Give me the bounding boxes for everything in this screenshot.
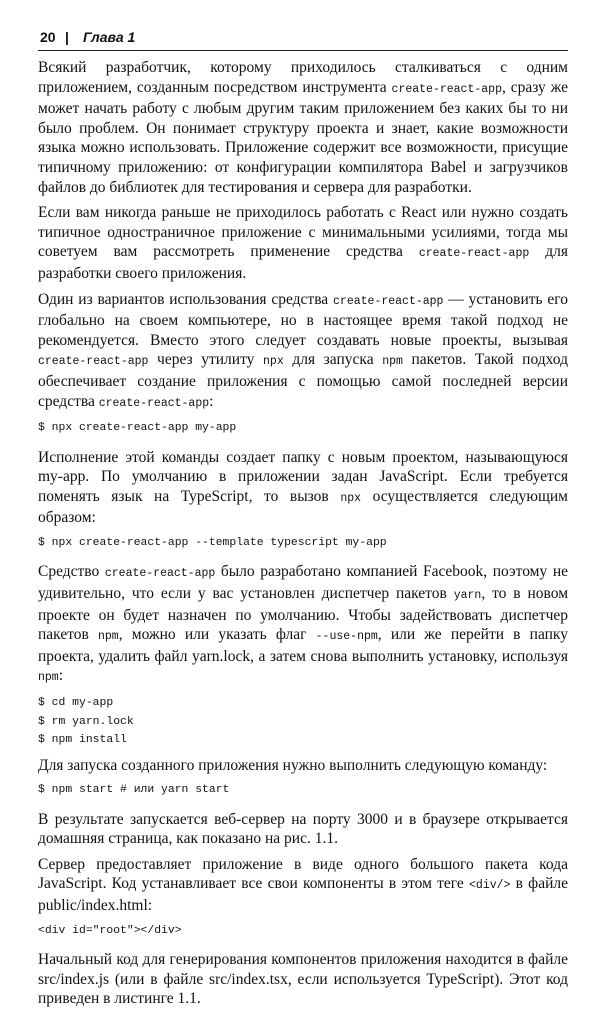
inline-code: yarn [453, 589, 482, 603]
inline-code: <div/> [469, 879, 511, 893]
text-run: : [209, 392, 214, 410]
inline-code: npx [263, 355, 284, 369]
text-run: пакетов. Такой подход обеспечивает создание приложения с помощью самой последней версии средства [38, 351, 568, 410]
code-line: $ npm install [38, 734, 127, 747]
inline-code: create-react-app [38, 355, 149, 369]
paragraph [38, 562, 568, 688]
text-run: было разработано компанией Facebook, поэтому не удивительно, что если у вас установлен диспетчер пакетов [38, 563, 568, 603]
code-line: $ cd my-app [38, 697, 114, 710]
code-block [38, 781, 568, 800]
text-run: в файле public/index.html: [38, 875, 569, 914]
running-header [38, 28, 568, 51]
inline-code: create-react-app [391, 82, 502, 96]
text-run: , сразу же может начать работу с любым другим таким приложением без каких бы то ни было проблем. Он понимает структуру проекта и знает, какие возможности языка можно использовать. Приложение содержит все возможности, присущие типичному приложению: от конфигурации компилятора Babel и загрузчиков файлов до библиотек для тестирования и сервера для разработки. [38, 78, 568, 196]
inline-code: npm [38, 671, 59, 685]
text-run: , или же перейти в папку проекта, удалить файл yarn.lock, а затем снова выполнить установку, используя [38, 626, 568, 665]
paragraph [38, 290, 568, 414]
paragraph [38, 756, 568, 776]
paragraph [38, 950, 568, 1009]
text-run: Средство [38, 563, 105, 581]
text-run: Для запуска созданного приложения нужно выполнить следующую команду: [38, 756, 548, 774]
text-run: через утилиту [148, 351, 264, 369]
text-run: Сервер предоставляет приложение в виде одного большого пакета кода JavaScript. Код устанавливает все свои компоненты в этом теге [38, 855, 568, 893]
inline-code: npm [98, 630, 119, 644]
page-number: 20 [40, 29, 56, 45]
code-line: $ npx create-react-app --template typescript my-app [38, 536, 387, 549]
text-run: , можно или указать флаг [118, 626, 316, 644]
code-block [38, 534, 568, 553]
text-run: Начальный код для генерирования компонентов приложения находится в файле src/index.js (или в файле src/index.tsx, если используется TypeScript). Этот код приведен в листинге 1.1. [38, 951, 568, 1008]
text-run: для разработки своего приложения. [38, 243, 568, 282]
code-block [38, 419, 568, 438]
text-run: — установить его глобально на своем компьютере, но в настоящее время такой подход не рекомендуется. Вместо этого следует создавать новые проекты, вызывая [38, 290, 569, 349]
paragraph [38, 58, 568, 197]
page-body [38, 58, 568, 1015]
text-run: Исполнение этой команды создает папку с новым проектом, называющуюся my-app. По умолчанию в приложении задан JavaScript. Если требуется поменять язык на TypeScript, то вызов [38, 448, 568, 505]
text-run: осуществляется следующим образом: [38, 487, 568, 527]
paragraph [38, 448, 568, 528]
inline-code: --use-npm [315, 630, 378, 644]
text-run: Всякий разработчик, которому приходилось сталкиваться с одним приложением, созданным посредством инструмента [38, 59, 568, 96]
inline-code: npm [382, 355, 403, 369]
code-line: <div id="root"></div> [38, 924, 182, 937]
code-line: $ rm yarn.lock [38, 715, 134, 728]
code-line: $ npm start # или yarn start [38, 784, 230, 797]
text-run: В результате запускается веб-сервер на порту 3000 и в браузере открывается домашняя страница, как показано на рис. 1.1. [38, 810, 568, 848]
paragraph [38, 203, 568, 283]
header-separator: | [65, 29, 69, 45]
text-run: для запуска [283, 351, 383, 369]
inline-code: create-react-app [333, 294, 444, 308]
code-line: $ npx create-react-app my-app [38, 422, 237, 435]
code-block [38, 922, 568, 941]
paragraph [38, 855, 568, 916]
inline-code: create-react-app [104, 567, 216, 581]
code-block [38, 694, 568, 750]
text-run: Если вам никогда раньше не приходилось работать с React или нужно создать типичное одностраничное приложение с минимальными усилиями, тогда мы советуем вам рассмотреть применение средства [38, 204, 568, 261]
text-run: : [58, 667, 64, 685]
text-run: Один из вариантов использования средства [38, 290, 334, 308]
inline-code: create-react-app [418, 247, 530, 261]
inline-code: npx [340, 491, 362, 505]
text-run: , то в новом проекте он будет назначен по умолчанию. Чтобы задействовать диспетчер пакетов [38, 585, 568, 644]
chapter-title: Глава 1 [83, 29, 136, 45]
inline-code: create-react-app [98, 396, 210, 410]
paragraph [38, 810, 568, 849]
